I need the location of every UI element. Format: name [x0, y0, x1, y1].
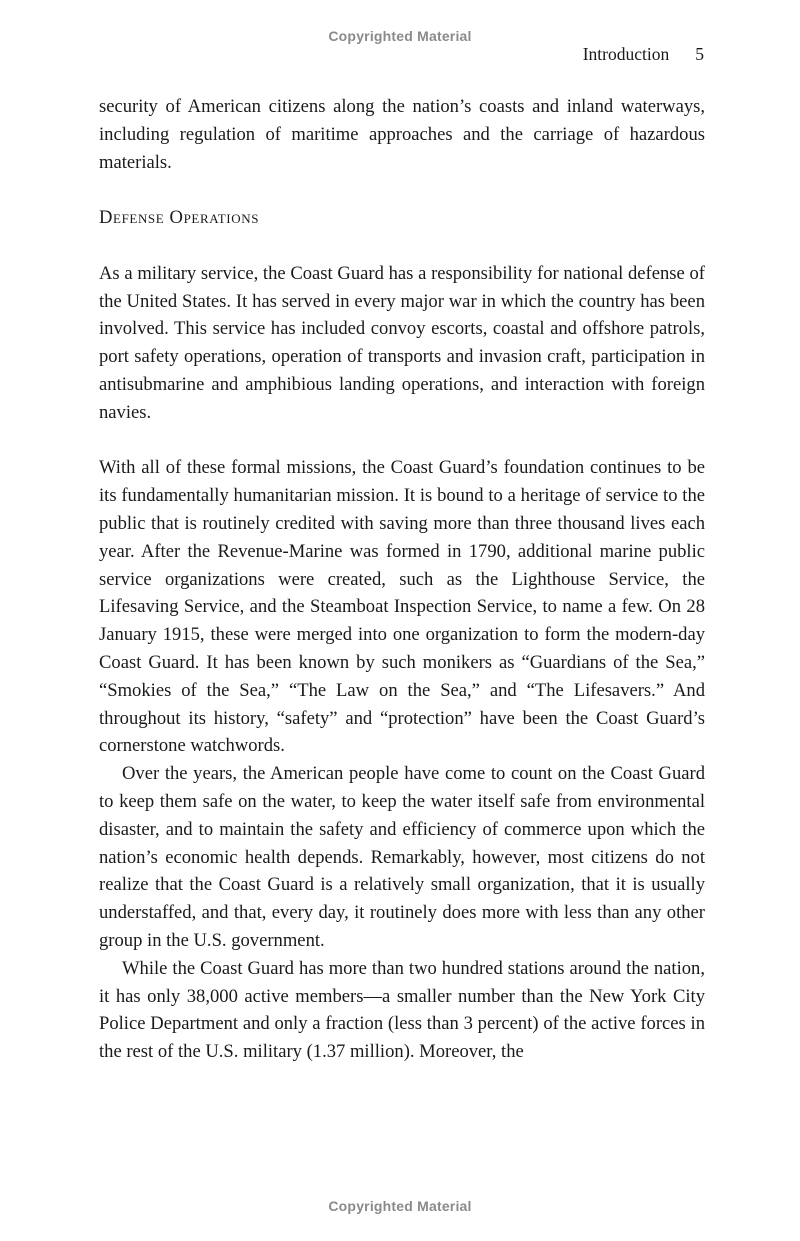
paragraph-stations: While the Coast Guard has more than two hundred stations around the nation, it has only 38,000 active members—a smaller number than the New York City Police Department and only a fraction (less than 3 percent) of the active forces in the rest of the U.S. military (1.37 million). Moreover, the [99, 957, 705, 1063]
spacer [99, 176, 705, 204]
watermark-bottom: Copyrighted Material [328, 1198, 472, 1214]
paragraph-continued: security of American citizens along the nation’s coasts and inland waterways, including regulation of maritime approaches and the carriage of hazardous materials. [99, 96, 705, 173]
watermark-top: Copyrighted Material [328, 28, 472, 44]
paragraph-missions: With all of these formal missions, the Coast Guard’s foundation continues to be its fundamentally humanitarian mission. It is bound to a heritage of service to the public that is routinely credited with saving more than three thousand lives each year. After the Revenue-Marine was formed in 1790, additional marine public service organizations were created, such as the Lighthouse Service, the Lifesaving Service, and the Steamboat Inspection Service, to name a few. On 28 January 1915, these were merged into one organization to form the modern-day Coast Guard. It has been known by such monikers as “Guardians of the Sea,” “Smokies of the Sea,” “The Law on the Sea,” and “The Lifesavers.” And throughout its history, “safety” and “protection” have been the Coast Guard’s cornerstone watchwords. [99, 457, 705, 757]
page-number: 5 [695, 44, 704, 64]
running-head [583, 44, 704, 65]
spacer [99, 232, 705, 260]
section-heading: Defense Operations [99, 207, 260, 229]
text-block [99, 93, 705, 1066]
paragraph-defense: As a military service, the Coast Guard has a responsibility for national defense of the United States. It has served in every major war in which the country has been involved. This service has included convoy escorts, coastal and offshore patrols, port safety operations, operation of transports and invasion craft, participation in antisubmarine and amphibious landing operations, and interaction with foreign navies. [99, 262, 705, 423]
running-title: Introduction [582, 44, 670, 64]
spacer [99, 427, 705, 455]
paragraph-years: Over the years, the American people have come to count on the Coast Guard to keep them safe on the water, to keep the water itself safe from environmental disaster, and to maintain the safety and efficiency of commerce upon which the nation’s economic health depends. Remarkably, however, most citizens do not realize that the Coast Guard is a relatively small organization, that it is usually understaffed, and that, every day, it routinely does more with less than any other group in the U.S. government. [99, 763, 705, 951]
